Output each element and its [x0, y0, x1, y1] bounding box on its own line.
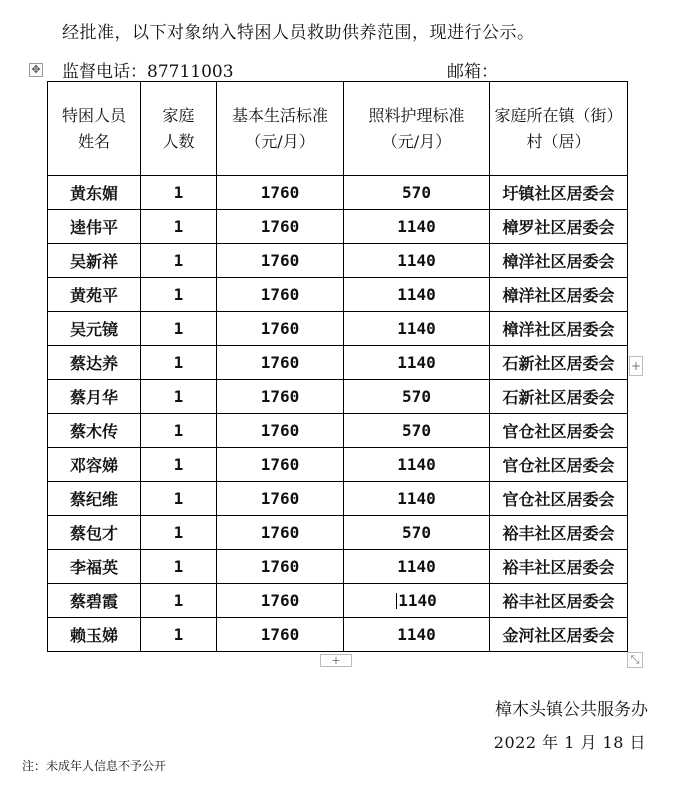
cell-care-standard[interactable]: 570	[344, 414, 490, 448]
cell-community[interactable]: 官仓社区居委会	[490, 448, 628, 482]
supervision-phone	[62, 57, 234, 82]
table-row	[48, 278, 628, 312]
cell-name[interactable]: 吴元镜	[48, 312, 141, 346]
cell-household-size[interactable]: 1	[141, 210, 217, 244]
table-row	[48, 176, 628, 210]
cell-name[interactable]: 蔡达养	[48, 346, 141, 380]
cell-community[interactable]: 裕丰社区居委会	[490, 550, 628, 584]
cell-household-size[interactable]: 1	[141, 482, 217, 516]
header-community: 家庭所在镇（街） 村（居）	[490, 82, 628, 176]
cell-basic-standard[interactable]: 1760	[217, 482, 344, 516]
cell-basic-standard[interactable]: 1760	[217, 380, 344, 414]
cell-care-standard[interactable]: 1140	[344, 448, 490, 482]
cell-care-standard[interactable]: 1140	[344, 312, 490, 346]
cell-basic-standard[interactable]: 1760	[217, 312, 344, 346]
cell-basic-standard[interactable]: 1760	[217, 176, 344, 210]
cell-care-standard[interactable]: 570	[344, 176, 490, 210]
header-household-size: 家庭 人数	[141, 82, 217, 176]
cell-care-standard[interactable]: 1140	[344, 210, 490, 244]
cell-care-standard[interactable]: 1140	[344, 618, 490, 652]
table-row	[48, 516, 628, 550]
cell-community[interactable]: 圩镇社区居委会	[490, 176, 628, 210]
cell-household-size[interactable]: 1	[141, 448, 217, 482]
cell-name[interactable]: 邓容娣	[48, 448, 141, 482]
table-row	[48, 448, 628, 482]
email-label: 邮箱：	[447, 62, 498, 82]
cell-basic-standard[interactable]: 1760	[217, 584, 344, 618]
cell-household-size[interactable]: 1	[141, 618, 217, 652]
cell-basic-standard[interactable]: 1760	[217, 618, 344, 652]
table-move-handle-icon[interactable]: ✥	[29, 63, 43, 77]
cell-household-size[interactable]: 1	[141, 312, 217, 346]
header-basic-living-standard: 基本生活标准 （元/月）	[217, 82, 344, 176]
cell-basic-standard[interactable]: 1760	[217, 516, 344, 550]
table-row	[48, 414, 628, 448]
table-row	[48, 584, 628, 618]
table-row	[48, 346, 628, 380]
header-care-standard: 照料护理标准 （元/月）	[344, 82, 490, 176]
table-row	[48, 312, 628, 346]
phone-number: 87711003	[147, 62, 234, 82]
cell-community[interactable]: 石新社区居委会	[490, 380, 628, 414]
cell-community[interactable]: 石新社区居委会	[490, 346, 628, 380]
table-body	[48, 176, 628, 652]
cell-household-size[interactable]: 1	[141, 278, 217, 312]
phone-label: 监督电话：	[62, 62, 147, 82]
table-row	[48, 618, 628, 652]
table-resize-icon[interactable]: ⤡	[627, 652, 643, 668]
cell-community[interactable]: 裕丰社区居委会	[490, 584, 628, 618]
cell-name[interactable]: 李福英	[48, 550, 141, 584]
cell-community[interactable]: 樟罗社区居委会	[490, 210, 628, 244]
issue-date: 2022 年 1 月 18 日	[493, 733, 646, 752]
cell-community[interactable]: 樟洋社区居委会	[490, 312, 628, 346]
cell-basic-standard[interactable]: 1760	[217, 244, 344, 278]
table-row	[48, 244, 628, 278]
table-row	[48, 210, 628, 244]
add-row-plus-icon[interactable]: +	[320, 654, 352, 667]
cell-name[interactable]: 黄苑平	[48, 278, 141, 312]
cell-household-size[interactable]: 1	[141, 176, 217, 210]
cell-household-size[interactable]: 1	[141, 584, 217, 618]
cell-care-standard[interactable]: 1140	[344, 244, 490, 278]
cell-community[interactable]: 官仓社区居委会	[490, 414, 628, 448]
cell-community[interactable]: 官仓社区居委会	[490, 482, 628, 516]
cell-community[interactable]: 裕丰社区居委会	[490, 516, 628, 550]
cell-household-size[interactable]: 1	[141, 414, 217, 448]
table-row	[48, 380, 628, 414]
footnote: 注：未成年人信息不予公开	[22, 759, 167, 773]
cell-name[interactable]: 蔡包才	[48, 516, 141, 550]
cell-basic-standard[interactable]: 1760	[217, 550, 344, 584]
cell-care-standard[interactable]: 1140	[344, 346, 490, 380]
cell-household-size[interactable]: 1	[141, 550, 217, 584]
cell-name[interactable]: 蔡碧霞	[48, 584, 141, 618]
table-header	[48, 82, 628, 176]
cell-name[interactable]: 赖玉娣	[48, 618, 141, 652]
cell-basic-standard[interactable]: 1760	[217, 414, 344, 448]
cell-care-standard[interactable]: 570	[344, 516, 490, 550]
cell-community[interactable]: 樟洋社区居委会	[490, 244, 628, 278]
cell-household-size[interactable]: 1	[141, 380, 217, 414]
cell-basic-standard[interactable]: 1760	[217, 278, 344, 312]
cell-household-size[interactable]: 1	[141, 516, 217, 550]
cell-name[interactable]: 蔡纪维	[48, 482, 141, 516]
cell-care-standard[interactable]: 1140	[344, 278, 490, 312]
header-row	[48, 82, 628, 176]
cell-community[interactable]: 金河社区居委会	[490, 618, 628, 652]
add-column-plus-icon[interactable]: +	[629, 356, 643, 376]
cell-basic-standard[interactable]: 1760	[217, 210, 344, 244]
cell-care-standard[interactable]: 1140	[344, 550, 490, 584]
cell-care-standard[interactable]: 570	[344, 380, 490, 414]
cell-care-standard[interactable]: 1140	[344, 584, 490, 618]
table-row	[48, 550, 628, 584]
cell-name[interactable]: 蔡木传	[48, 414, 141, 448]
issuing-office: 樟木头镇公共服务办	[495, 700, 648, 720]
cell-name[interactable]: 逵伟平	[48, 210, 141, 244]
intro-text: 经批准，以下对象纳入特困人员救助供养范围，现进行公示。	[62, 23, 535, 43]
recipients-table	[47, 81, 628, 652]
cell-care-standard[interactable]: 1140	[344, 482, 490, 516]
header-name: 特困人员 姓名	[48, 82, 141, 176]
cell-community[interactable]: 樟洋社区居委会	[490, 278, 628, 312]
table-row	[48, 482, 628, 516]
cell-name[interactable]: 黄东媚	[48, 176, 141, 210]
cell-name[interactable]: 蔡月华	[48, 380, 141, 414]
cell-household-size[interactable]: 1	[141, 244, 217, 278]
cell-basic-standard[interactable]: 1760	[217, 346, 344, 380]
cell-household-size[interactable]: 1	[141, 346, 217, 380]
cell-name[interactable]: 吴新祥	[48, 244, 141, 278]
cell-basic-standard[interactable]: 1760	[217, 448, 344, 482]
